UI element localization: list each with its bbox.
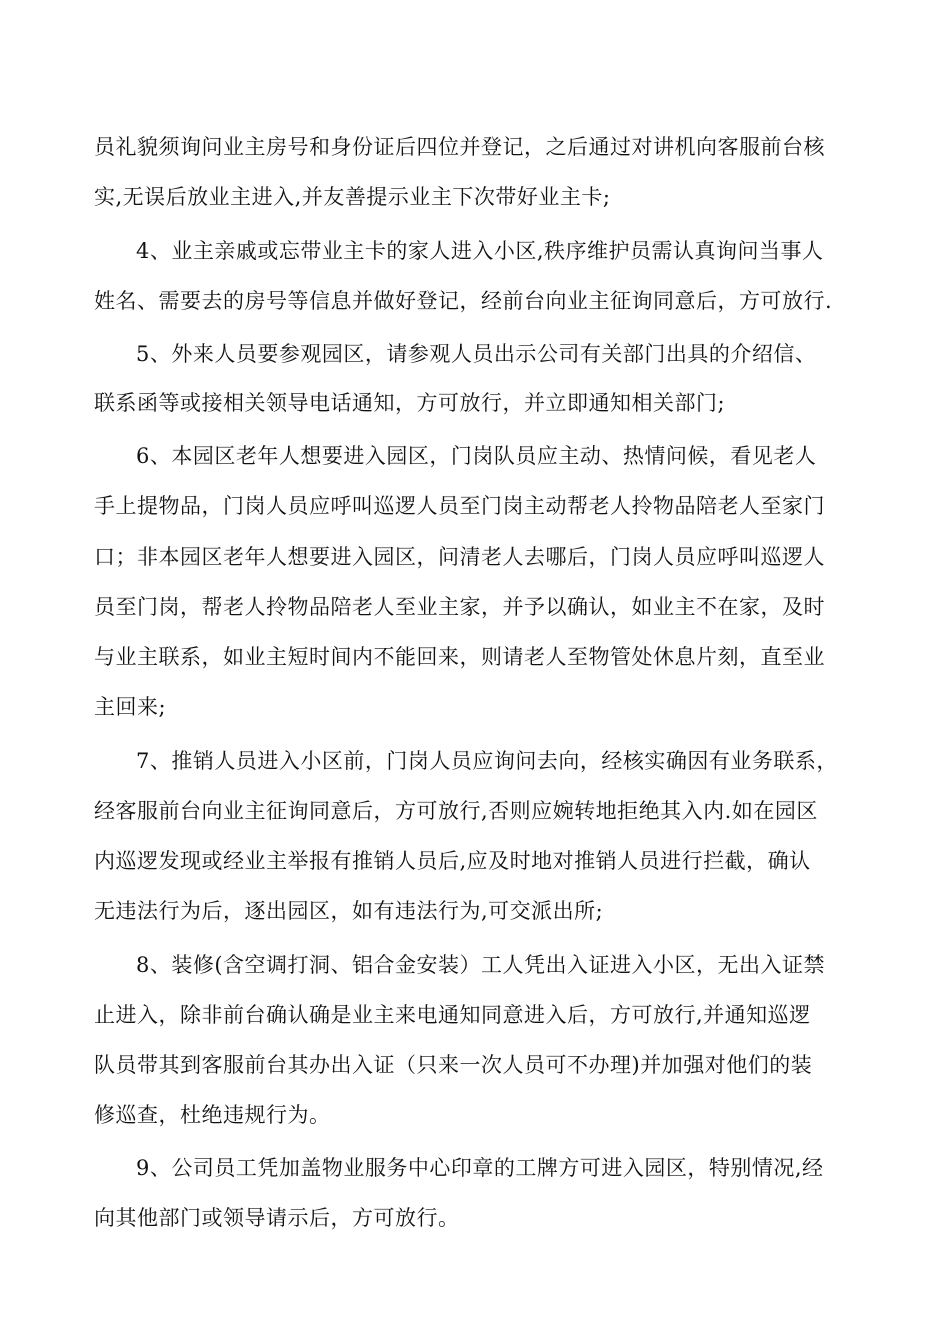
text-line: 队员带其到客服前台其办出入证（只来一次人员可不办理)并加强对他们的装	[94, 1053, 813, 1077]
text-line: 主回来;	[94, 695, 167, 719]
text-line: 姓名、需要去的房号等信息并做好登记，经前台向业主征询同意后，方可放行.	[94, 289, 833, 313]
clause-9-line: 9、公司员工凭加盖物业服务中心印章的工牌方可进入园区，特别情况,经	[136, 1156, 824, 1180]
text-line: 员至门岗，帮老人拎物品陪老人至业主家，并予以确认，如业主不在家，及时	[94, 595, 825, 619]
clause-7-line: 7、推销人员进入小区前，门岗人员应询问去向，经核实确因有业务联系，	[136, 749, 838, 773]
text-line: 向其他部门或领导请示后，方可放行。	[94, 1206, 460, 1230]
text-line: 与业主联系，如业主短时间内不能回来，则请老人至物管处休息片刻，直至业	[94, 645, 825, 669]
text-line: 止进入，除非前台确认确是业主来电通知同意进入后，方可放行,并通知巡逻	[94, 1003, 811, 1027]
text-line: 员礼貌须询问业主房号和身份证后四位并登记，之后通过对讲机向客服前台核	[94, 135, 825, 159]
clause-5-line: 5、外来人员要参观园区，请参观人员出示公司有关部门出具的介绍信、	[136, 342, 817, 366]
text-line: 经客服前台向业主征询同意后，方可放行,否则应婉转地拒绝其入内.如在园区	[94, 799, 818, 823]
text-line: 实,无误后放业主进入,并友善提示业主下次带好业主卡;	[94, 185, 611, 209]
clause-6-line: 6、本园区老年人想要进入园区，门岗队员应主动、热情问候，看见老人	[136, 444, 817, 468]
text-line: 无违法行为后，逐出园区，如有违法行为,可交派出所;	[94, 899, 604, 923]
clause-4-line: 4、业主亲戚或忘带业主卡的家人进入小区,秩序维护员需认真询问当事人	[136, 239, 824, 263]
text-line: 口；非本园区老年人想要进入园区，问清老人去哪后，门岗人员应呼叫巡逻人	[94, 545, 825, 569]
text-line: 手上提物品，门岗人员应呼叫巡逻人员至门岗主动帮老人拎物品陪老人至家门	[94, 494, 825, 518]
text-line: 内巡逻发现或经业主举报有推销人员后,应及时地对推销人员进行拦截，确认	[94, 849, 811, 873]
clause-8-line: 8、装修(含空调打洞、铝合金安装）工人凭出入证进入小区，无出入证禁	[136, 953, 826, 977]
text-line: 修巡查，杜绝违规行为。	[94, 1103, 331, 1127]
text-line: 联系函等或接相关领导电话通知，方可放行，并立即通知相关部门;	[94, 391, 726, 415]
